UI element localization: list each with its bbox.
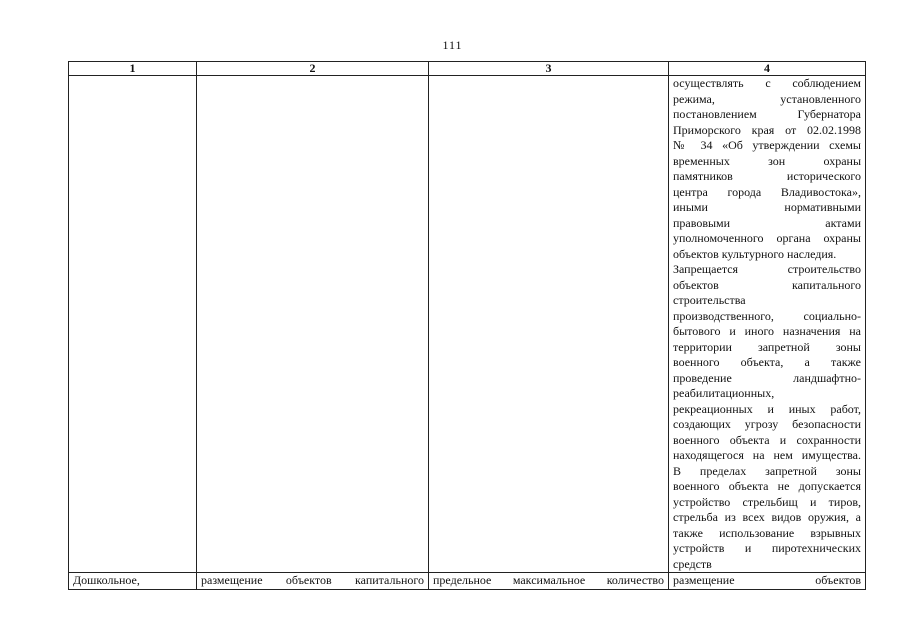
text-line: правовыми актами xyxy=(673,215,861,230)
text-line: памятников исторического xyxy=(673,169,861,183)
text-line: объектов капитального xyxy=(673,277,861,292)
table-row xyxy=(69,573,866,590)
text-line: территории запретной зоны xyxy=(673,339,861,354)
restriction-paragraph-1 xyxy=(673,76,861,262)
row1-col3 xyxy=(429,76,669,573)
text-line: военного объекта, а также xyxy=(673,355,861,369)
text-line: объектов культурного наследия. xyxy=(673,246,837,261)
text-line: устройств и пиротехнических xyxy=(673,541,861,555)
text-line: производственного, социально- xyxy=(673,308,861,323)
header-col-3: 3 xyxy=(429,62,669,76)
text-line: реабилитационных, xyxy=(673,386,775,400)
text-line: устройство стрельбищ и тиров, xyxy=(673,494,861,509)
row2-col4-text: размещение объектов xyxy=(673,573,861,587)
text-line: рекреационных и иных работ, xyxy=(673,401,861,416)
header-col-4: 4 xyxy=(669,62,866,76)
text-line: бытового и иного назначения на xyxy=(673,324,861,338)
row2-col3 xyxy=(429,573,669,590)
text-line: находящегося на нем имущества. xyxy=(673,448,861,462)
text-line: № 34 «Об утверждении схемы xyxy=(673,138,861,152)
text-line: проведение ландшафтно- xyxy=(673,370,861,385)
row1-col1 xyxy=(69,76,197,573)
header-col-1: 1 xyxy=(69,62,197,76)
table-row xyxy=(69,76,866,573)
text-line: уполномоченного органа охраны xyxy=(673,231,861,245)
text-line: В пределах запретной зоны xyxy=(673,463,861,478)
table-header-row xyxy=(69,62,866,76)
text-line: строительства xyxy=(673,293,746,307)
text-line: военного объекта и сохранности xyxy=(673,432,861,447)
text-line: центра города Владивостока», xyxy=(673,184,861,199)
text-line: стрельба из всех видов оружия, а xyxy=(673,510,861,524)
text-line: военного объекта не допускается xyxy=(673,479,861,493)
row2-col4 xyxy=(669,573,866,590)
text-line: иными нормативными xyxy=(673,200,861,214)
text-line: Запрещается строительство xyxy=(673,262,861,276)
header-col-2: 2 xyxy=(197,62,429,76)
land-use-table xyxy=(68,61,866,590)
page-number: 111 xyxy=(442,38,463,52)
row1-col4 xyxy=(669,76,866,573)
text-line: средств xyxy=(673,556,712,571)
text-line: Приморского края от 02.02.1998 xyxy=(673,122,861,137)
text-line: временных зон охраны xyxy=(673,153,861,168)
text-line: режима, установленного xyxy=(673,91,861,106)
text-line: осуществлять с соблюдением xyxy=(673,76,861,90)
row2-col2 xyxy=(197,573,429,590)
text-line: постановлением Губернатора xyxy=(673,107,861,121)
row2-col1-text: Дошкольное, xyxy=(73,573,140,587)
row2-col2-text: размещение объектов капитального xyxy=(201,573,424,587)
restriction-paragraph-2 xyxy=(673,262,861,572)
row2-col3-text: предельное максимальное количество xyxy=(433,573,664,587)
row1-col2 xyxy=(197,76,429,573)
text-line: также использование взрывных xyxy=(673,525,861,540)
text-line: создающих угрозу безопасности xyxy=(673,417,861,431)
row2-col1 xyxy=(69,573,197,590)
